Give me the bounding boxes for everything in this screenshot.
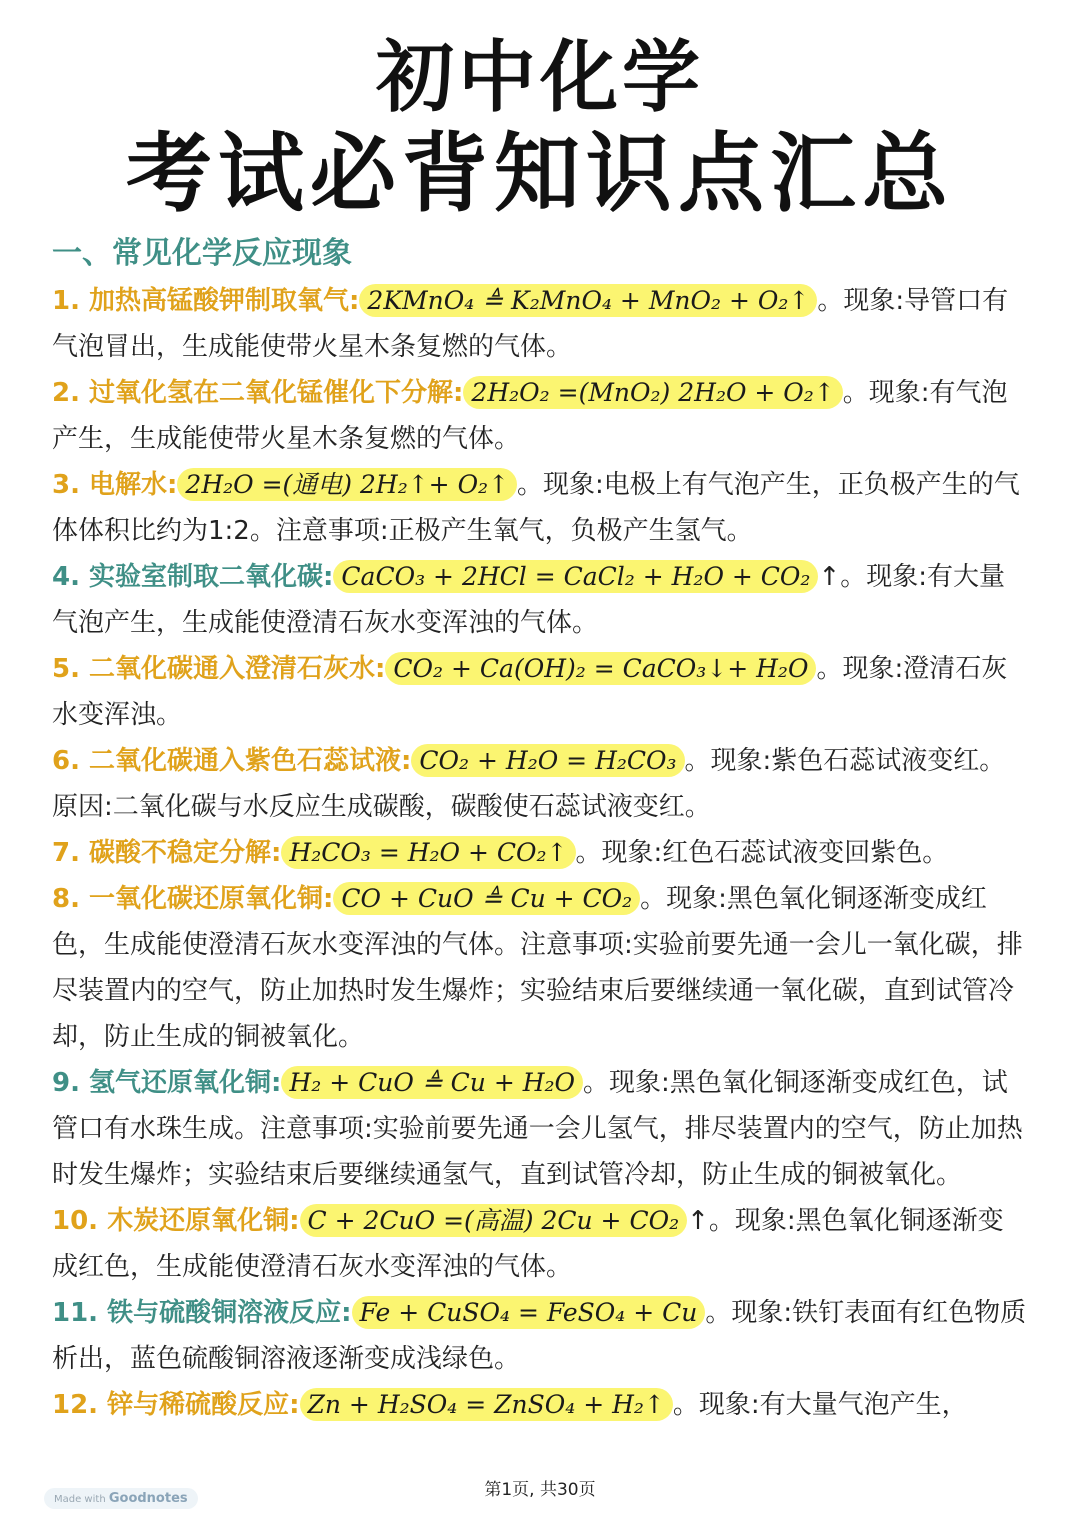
reaction-description: ↑。现象:有大量气泡产生，生成能使澄清石灰水变浑浊的气体。 — [52, 562, 1005, 638]
reaction-description: 。现象:铁钉表面有红色物质析出，蓝色硫酸铜溶液逐渐变成浅绿色。 — [52, 1298, 1027, 1374]
reaction-label: 3. 电解水: — [52, 470, 178, 500]
reaction-equation: 2H₂O =(通电) 2H₂↑+ O₂↑ — [177, 468, 517, 501]
reaction-description: 。现象:红色石蕊试液变回紫色。 — [575, 838, 949, 868]
reaction-equation: CO₂ + H₂O = H₂CO₃ — [411, 744, 684, 777]
reaction-description: 。现象:黑色氧化铜逐渐变成红色，生成能使澄清石灰水变浑浊的气体。注意事项:实验前要先通一会儿一氧化碳，排尽装置内的空气，防止加热时发生爆炸；实验结束后要继续通一氧化碳，直到试管冷却，防止生成的铜被氧化。 — [52, 884, 1023, 1052]
reaction-description: 。现象:澄清石灰水变浑浊。 — [52, 654, 1008, 730]
section-heading: 一、常见化学反应现象 — [52, 236, 352, 271]
reaction-item-2 — [52, 370, 1028, 462]
badge-prefix: Made with — [54, 1494, 106, 1505]
reaction-item-4 — [52, 554, 1028, 646]
reaction-label: 4. 实验室制取二氧化碳: — [52, 562, 334, 592]
reaction-label: 1. 加热高锰酸钾制取氧气: — [52, 286, 360, 316]
reaction-label: 6. 二氧化碳通入紫色石蕊试液: — [52, 746, 412, 776]
reaction-description: 。现象:有气泡产生，生成能使带火星木条复燃的气体。 — [52, 378, 1008, 454]
reaction-label: 9. 氢气还原氧化铜: — [52, 1068, 282, 1098]
reaction-item-11 — [52, 1290, 1028, 1382]
reaction-equation: H₂ + CuO ≜ Cu + H₂O — [281, 1066, 583, 1099]
reaction-item-6 — [52, 738, 1028, 830]
reaction-description: 。现象:有大量气泡产生， — [672, 1390, 968, 1420]
reaction-label: 7. 碳酸不稳定分解: — [52, 838, 282, 868]
reaction-list — [52, 278, 1028, 1428]
reaction-equation: 2KMnO₄ ≜ K₂MnO₄ + MnO₂ + O₂↑ — [359, 284, 817, 317]
reaction-equation: CO₂ + Ca(OH)₂ = CaCO₃↓+ H₂O — [385, 652, 816, 685]
page-number: 第1页, 共30页 — [484, 1480, 596, 1500]
reaction-item-8 — [52, 876, 1028, 1060]
reaction-equation: Fe + CuSO₄ = FeSO₄ + Cu — [352, 1296, 706, 1329]
reaction-label: 2. 过氧化氢在二氧化锰催化下分解: — [52, 378, 464, 408]
reaction-equation: 2H₂O₂ =(MnO₂) 2H₂O + O₂↑ — [463, 376, 842, 409]
reaction-label: 5. 二氧化碳通入澄清石灰水: — [52, 654, 386, 684]
reaction-description: 。现象:导管口有气泡冒出，生成能使带火星木条复燃的气体。 — [52, 286, 1009, 362]
reaction-description: 。现象:黑色氧化铜逐渐变成红色，试管口有水珠生成。注意事项:实验前要先通一会儿氢气，排尽装置内的空气，防止加热时发生爆炸；实验结束后要继续通氢气，直到试管冷却，防止生成的铜被氧化。 — [52, 1068, 1023, 1190]
reaction-item-10 — [52, 1198, 1028, 1290]
reaction-equation: CaCO₃ + 2HCl = CaCl₂ + H₂O + CO₂ — [333, 560, 818, 593]
reaction-equation: H₂CO₃ = H₂O + CO₂↑ — [281, 836, 575, 869]
reaction-item-12 — [52, 1382, 1028, 1428]
goodnotes-badge — [44, 1488, 198, 1509]
badge-brand: Goodnotes — [108, 1491, 188, 1506]
reaction-description: ↑。现象:黑色氧化铜逐渐变成红色，生成能使澄清石灰水变浑浊的气体。 — [52, 1206, 1004, 1282]
reaction-description: 。现象:电极上有气泡产生，正负极产生的气体体积比约为1:2。注意事项:正极产生氧气，负极产生氢气。 — [52, 470, 1020, 546]
page-title-line2: 考试必背知识点汇总 — [126, 124, 954, 224]
reaction-label: 12. 锌与稀硫酸反应: — [52, 1390, 300, 1420]
reaction-item-7 — [52, 830, 1028, 876]
page-title-line1: 初中化学 — [375, 33, 704, 123]
reaction-equation: CO + CuO ≜ Cu + CO₂ — [333, 882, 640, 915]
reaction-item-5 — [52, 646, 1028, 738]
reaction-label: 8. 一氧化碳还原氧化铜: — [52, 884, 334, 914]
reaction-item-3 — [52, 462, 1028, 554]
reaction-item-1 — [52, 278, 1028, 370]
reaction-equation: Zn + H₂SO₄ = ZnSO₄ + H₂↑ — [300, 1388, 673, 1421]
reaction-label: 10. 木炭还原氧化铜: — [52, 1206, 300, 1236]
reaction-label: 11. 铁与硫酸铜溶液反应: — [52, 1298, 352, 1328]
reaction-equation: C + 2CuO =(高温) 2Cu + CO₂ — [300, 1204, 688, 1237]
reaction-description: 。现象:紫色石蕊试液变红。原因:二氧化碳与水反应生成碳酸，碳酸使石蕊试液变红。 — [52, 746, 1006, 822]
reaction-item-9 — [52, 1060, 1028, 1198]
